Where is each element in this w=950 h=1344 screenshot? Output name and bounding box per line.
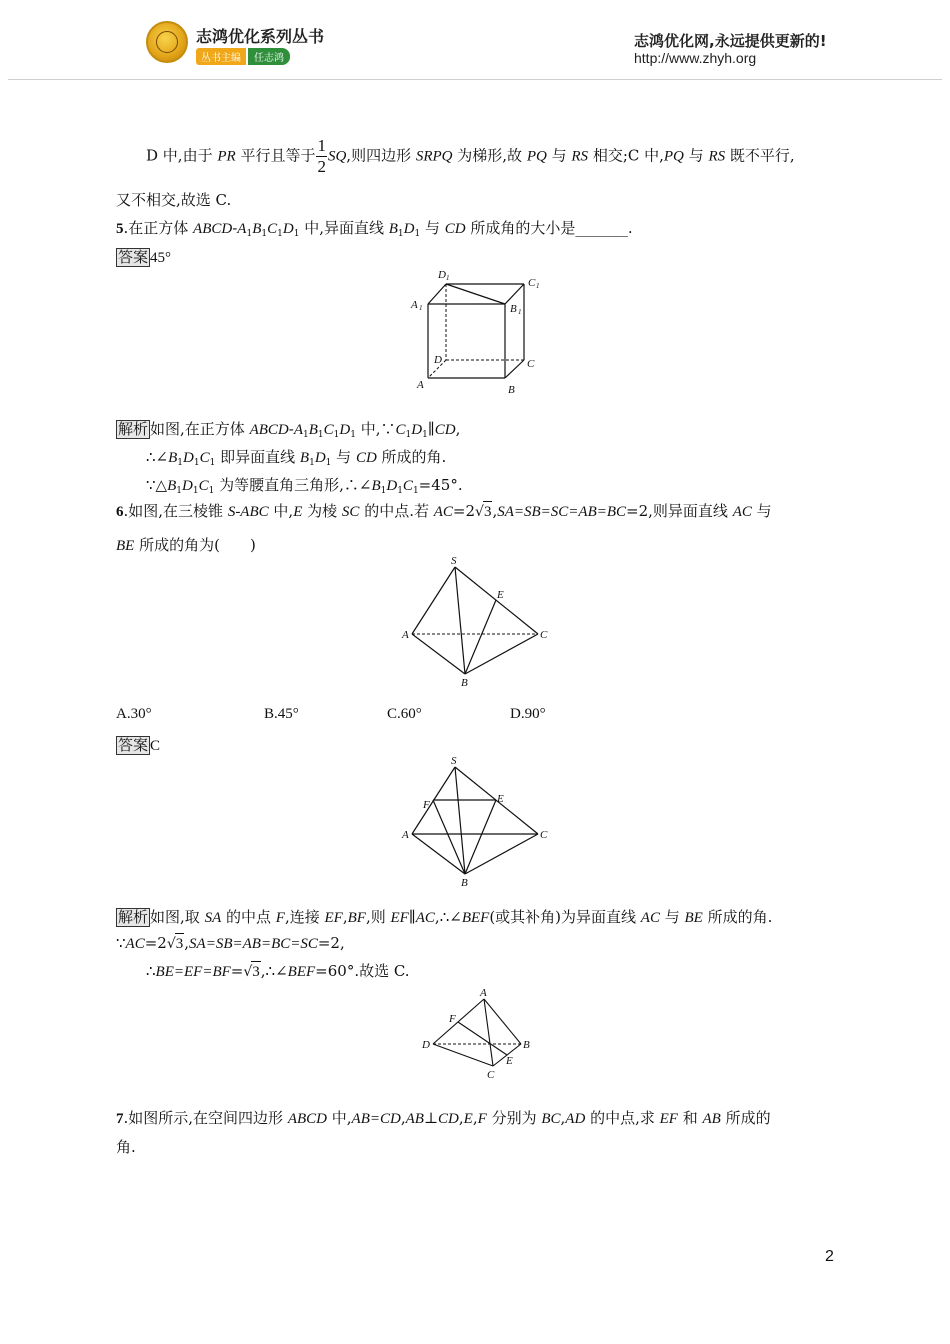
answer-tag: 答案 — [118, 736, 149, 754]
q6-analysis-2: ∵AC=2√3,SA=SB=AB=BC=SC=2, — [116, 934, 345, 952]
tet-label-e: E — [506, 1055, 513, 1067]
pyr-label-s: S — [451, 555, 457, 567]
cube-label-c: C — [527, 358, 535, 370]
q6-analysis-3: ∴BE=EF=BF=√3,∴∠BEF=60°.故选 C. — [146, 962, 410, 980]
pyr-label-e: E — [497, 589, 504, 601]
cube-label-a: A — [417, 379, 424, 391]
header-divider — [8, 79, 942, 80]
pyr2-label-f: F — [423, 799, 430, 811]
pyr2-label-e: E — [497, 793, 504, 805]
q5-analysis-1: 解析 如图,在正方体 ABCD-$A_1B_1C_1D_1$ 中$,\because C_1D_1\parallel CD$, — [118, 420, 461, 440]
pyr2-label-b: B — [461, 877, 468, 889]
answer-tag: 答案 — [118, 248, 149, 266]
prev-line-1: D 中,由于 PR 平行且等于 $\frac{1}{2}$ SQ,则四边形 SRPQ 为梯形,故 PQ 与 RS 相交;C 中,PQ 与 RS 既不平行, — [146, 136, 795, 176]
cube-label-c1: C — [528, 277, 536, 289]
fraction-one-half: $\frac{1}{2}$ — [317, 136, 326, 176]
q7-stem-1: 7.如图所示,在空间四边形 ABCD 中,AB=CD,AB⊥CD,E,F 分别为 BC,AD 的中点,求 EF 和 AB 所成的 — [116, 1109, 771, 1127]
q6-stem-1: 6.如图,在三棱锥 S-ABC 中,E 为棱 SC 的中点.若 AC=2√3,SA=SB=SC=AB=BC=2,则异面直线 AC 与 — [116, 502, 772, 520]
q6-answer-value: C — [150, 738, 161, 754]
q6-choice-b: B.45° — [264, 706, 299, 722]
page-number: 2 — [825, 1248, 834, 1265]
header-slogan: 志鸿优化网,永远提供更新的! — [634, 32, 827, 50]
q6-analysis-1: 解析 如图,取 SA 的中点 F,连接 EF,BF,则 EF∥AC,∴∠BEF(或其补角)为异面直线 AC 与 BE 所成的角. — [118, 908, 773, 926]
series-title: 志鸿优化系列丛书 — [196, 27, 325, 46]
tet-label-f: F — [449, 1013, 456, 1025]
pyramid-figure — [395, 552, 560, 692]
tet-label-c: C — [487, 1069, 495, 1081]
svg-text:1: 1 — [536, 282, 540, 290]
q5-stem: 5.在正方体 ABCD-$A_1B_1C_1D_1$ 中,异面直线 $B_1D_1$ 与 CD 所成角的大小是_______. — [116, 219, 633, 239]
analysis-tag: 解析 — [118, 908, 149, 926]
prev-line-2: 又不相交,故选 C. — [116, 191, 232, 209]
q6-choice-d: D.90° — [510, 706, 546, 722]
cube-label-b1: B — [510, 303, 517, 315]
cube-label-d1: D — [438, 269, 446, 281]
q5-analysis-3: $\because\triangle B_1D_1C_1$ 为等腰直角三角形$,\therefore\angle B_1D_1C_1=45^\circ$. — [146, 476, 463, 496]
analysis-tag: 解析 — [118, 420, 149, 438]
cube-label-a1: A — [411, 299, 418, 311]
editor-label: 丛书主编 — [196, 48, 246, 65]
svg-text:1: 1 — [446, 274, 450, 282]
pyr2-label-a: A — [402, 829, 409, 841]
tet-label-b: B — [523, 1039, 530, 1051]
q5-analysis-2: $\therefore\angle B_1D_1C_1$ 即异面直线 $B_1D_1$ 与 CD 所成的角. — [146, 448, 447, 468]
header-url[interactable]: http://www.zhyh.org — [634, 50, 757, 66]
pyr2-label-c: C — [540, 829, 548, 841]
tet-label-a: A — [480, 987, 487, 999]
pyr2-label-s: S — [451, 755, 457, 767]
cube-label-b: B — [508, 384, 515, 396]
pyr-label-b: B — [461, 677, 468, 689]
q6-answer — [116, 735, 160, 756]
svg-text:1: 1 — [518, 308, 522, 316]
svg-text:1: 1 — [419, 304, 423, 312]
editor-name: 任志鸿 — [248, 48, 290, 65]
cube-figure — [400, 266, 560, 400]
q5-answer-value: 45° — [150, 250, 172, 266]
tet-label-d: D — [422, 1039, 430, 1051]
q6-choice-c: C.60° — [387, 706, 422, 722]
logo-emblem — [146, 21, 188, 63]
pyr-label-a: A — [402, 629, 409, 641]
q6-choice-a: A.30° — [116, 706, 152, 722]
pyr-label-c: C — [540, 629, 548, 641]
pyramid-figure-with-midpoints — [395, 752, 560, 892]
tetrahedron-figure — [415, 984, 540, 1084]
q6-stem-2: BE 所成的角为( ) — [116, 536, 256, 554]
q7-stem-2: 角. — [116, 1138, 136, 1156]
cube-label-d: D — [434, 354, 442, 366]
q5-answer — [116, 247, 171, 268]
